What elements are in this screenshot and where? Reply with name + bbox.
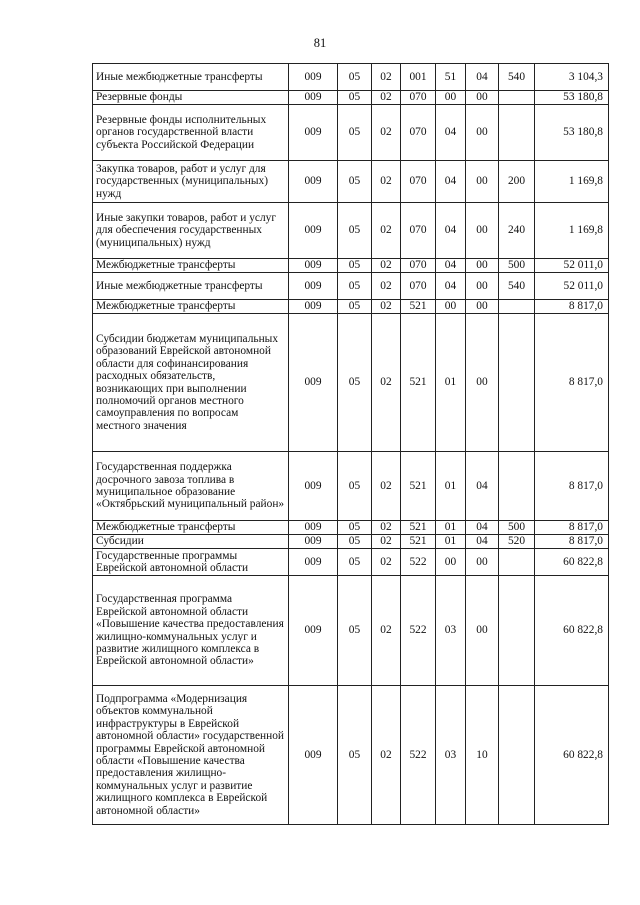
target-article-code-3: 00 (466, 259, 499, 273)
ministry-code: 009 (289, 105, 338, 161)
target-article-code-1: 070 (401, 259, 436, 273)
subsection-code: 02 (372, 549, 401, 576)
row-name: Субсидии (93, 535, 289, 549)
section-code: 05 (338, 576, 372, 686)
row-name: Государственная поддержка досрочного завоза топлива в муниципальное образование «Октябрьский муниципальный район» (93, 452, 289, 521)
table-row (93, 259, 609, 273)
target-article-code-3: 00 (466, 314, 499, 452)
row-name: Резервные фонды исполнительных органов государственной власти субъекта Российской Федерации (93, 105, 289, 161)
row-name: Межбюджетные трансферты (93, 521, 289, 535)
target-article-code-1: 070 (401, 203, 436, 259)
target-article-code-1: 521 (401, 521, 436, 535)
row-name: Государственная программа Еврейской автономной области «Повышение качества предоставления жилищно-коммунальных услуг и развитие жилищного комплекса в Еврейской автономной области» (93, 576, 289, 686)
expense-type-code: 500 (499, 521, 535, 535)
target-article-code-3: 00 (466, 203, 499, 259)
table-row (93, 576, 609, 686)
row-amount: 8 817,0 (535, 521, 609, 535)
target-article-code-3: 00 (466, 576, 499, 686)
row-amount: 53 180,8 (535, 91, 609, 105)
target-article-code-2: 04 (436, 203, 466, 259)
target-article-code-2: 01 (436, 521, 466, 535)
target-article-code-2: 03 (436, 686, 466, 825)
table-row (93, 91, 609, 105)
ministry-code: 009 (289, 161, 338, 203)
section-code: 05 (338, 273, 372, 300)
target-article-code-1: 070 (401, 105, 436, 161)
target-article-code-3: 10 (466, 686, 499, 825)
budget-table (92, 63, 609, 825)
row-name: Резервные фонды (93, 91, 289, 105)
target-article-code-2: 04 (436, 161, 466, 203)
target-article-code-2: 00 (436, 91, 466, 105)
target-article-code-1: 521 (401, 314, 436, 452)
table-row (93, 105, 609, 161)
target-article-code-1: 521 (401, 300, 436, 314)
table-row (93, 300, 609, 314)
row-amount: 8 817,0 (535, 314, 609, 452)
expense-type-code (499, 300, 535, 314)
ministry-code: 009 (289, 203, 338, 259)
target-article-code-2: 04 (436, 273, 466, 300)
row-amount: 8 817,0 (535, 300, 609, 314)
subsection-code: 02 (372, 259, 401, 273)
table-row (93, 64, 609, 91)
subsection-code: 02 (372, 452, 401, 521)
row-amount: 3 104,3 (535, 64, 609, 91)
subsection-code: 02 (372, 161, 401, 203)
target-article-code-3: 00 (466, 300, 499, 314)
target-article-code-3: 04 (466, 535, 499, 549)
target-article-code-1: 522 (401, 549, 436, 576)
expense-type-code: 500 (499, 259, 535, 273)
ministry-code: 009 (289, 686, 338, 825)
section-code: 05 (338, 91, 372, 105)
target-article-code-3: 04 (466, 452, 499, 521)
target-article-code-1: 070 (401, 273, 436, 300)
expense-type-code (499, 686, 535, 825)
table-row (93, 314, 609, 452)
target-article-code-2: 00 (436, 549, 466, 576)
row-amount: 52 011,0 (535, 273, 609, 300)
table-row (93, 452, 609, 521)
row-name: Подпрограмма «Модернизация объектов коммунальной инфраструктуры в Еврейской автономной области» государственной программы Еврейской автономной области «Повышение качества предоставления жилищно-коммунальных услуг и развитие жилищного комплекса в Еврейской автономной области» (93, 686, 289, 825)
expense-type-code: 240 (499, 203, 535, 259)
row-name: Межбюджетные трансферты (93, 259, 289, 273)
subsection-code: 02 (372, 521, 401, 535)
target-article-code-3: 00 (466, 273, 499, 300)
table-row (93, 161, 609, 203)
row-name: Межбюджетные трансферты (93, 300, 289, 314)
target-article-code-1: 070 (401, 91, 436, 105)
target-article-code-2: 00 (436, 300, 466, 314)
ministry-code: 009 (289, 535, 338, 549)
row-name: Иные закупки товаров, работ и услуг для обеспечения государственных (муниципальных) нужд (93, 203, 289, 259)
target-article-code-2: 04 (436, 259, 466, 273)
target-article-code-3: 00 (466, 549, 499, 576)
target-article-code-1: 522 (401, 686, 436, 825)
section-code: 05 (338, 686, 372, 825)
target-article-code-1: 521 (401, 535, 436, 549)
row-amount: 1 169,8 (535, 203, 609, 259)
subsection-code: 02 (372, 314, 401, 452)
row-amount: 60 822,8 (535, 576, 609, 686)
section-code: 05 (338, 64, 372, 91)
section-code: 05 (338, 161, 372, 203)
target-article-code-1: 001 (401, 64, 436, 91)
subsection-code: 02 (372, 203, 401, 259)
ministry-code: 009 (289, 300, 338, 314)
subsection-code: 02 (372, 300, 401, 314)
ministry-code: 009 (289, 91, 338, 105)
ministry-code: 009 (289, 314, 338, 452)
section-code: 05 (338, 314, 372, 452)
row-amount: 60 822,8 (535, 549, 609, 576)
section-code: 05 (338, 452, 372, 521)
target-article-code-2: 01 (436, 314, 466, 452)
section-code: 05 (338, 521, 372, 535)
target-article-code-2: 03 (436, 576, 466, 686)
ministry-code: 009 (289, 64, 338, 91)
row-amount: 8 817,0 (535, 535, 609, 549)
ministry-code: 009 (289, 259, 338, 273)
expense-type-code (499, 105, 535, 161)
subsection-code: 02 (372, 64, 401, 91)
expense-type-code: 520 (499, 535, 535, 549)
subsection-code: 02 (372, 105, 401, 161)
expense-type-code (499, 91, 535, 105)
row-name: Государственные программы Еврейской автономной области (93, 549, 289, 576)
expense-type-code (499, 452, 535, 521)
expense-type-code (499, 549, 535, 576)
section-code: 05 (338, 300, 372, 314)
target-article-code-1: 070 (401, 161, 436, 203)
subsection-code: 02 (372, 273, 401, 300)
row-amount: 60 822,8 (535, 686, 609, 825)
row-name: Иные межбюджетные трансферты (93, 64, 289, 91)
expense-type-code: 540 (499, 64, 535, 91)
target-article-code-2: 01 (436, 452, 466, 521)
target-article-code-2: 51 (436, 64, 466, 91)
expense-type-code (499, 576, 535, 686)
ministry-code: 009 (289, 452, 338, 521)
target-article-code-2: 04 (436, 105, 466, 161)
ministry-code: 009 (289, 521, 338, 535)
subsection-code: 02 (372, 686, 401, 825)
row-name: Иные межбюджетные трансферты (93, 273, 289, 300)
expense-type-code: 540 (499, 273, 535, 300)
target-article-code-2: 01 (436, 535, 466, 549)
expense-type-code (499, 314, 535, 452)
row-name: Закупка товаров, работ и услуг для государственных (муниципальных) нужд (93, 161, 289, 203)
table-row (93, 521, 609, 535)
ministry-code: 009 (289, 273, 338, 300)
target-article-code-3: 04 (466, 521, 499, 535)
row-name: Субсидии бюджетам муниципальных образований Еврейской автономной области для софинансирования расходных обязательств, возникающих при выполнении полномочий органов местного самоуправления по вопросам местного значения (93, 314, 289, 452)
target-article-code-3: 00 (466, 105, 499, 161)
table-body (93, 64, 609, 825)
target-article-code-1: 522 (401, 576, 436, 686)
section-code: 05 (338, 203, 372, 259)
row-amount: 8 817,0 (535, 452, 609, 521)
row-amount: 52 011,0 (535, 259, 609, 273)
subsection-code: 02 (372, 576, 401, 686)
target-article-code-3: 04 (466, 64, 499, 91)
section-code: 05 (338, 549, 372, 576)
section-code: 05 (338, 259, 372, 273)
ministry-code: 009 (289, 549, 338, 576)
section-code: 05 (338, 105, 372, 161)
table-row (93, 686, 609, 825)
table-row (93, 273, 609, 300)
subsection-code: 02 (372, 91, 401, 105)
table-row (93, 203, 609, 259)
row-amount: 53 180,8 (535, 105, 609, 161)
page-number: 81 (313, 36, 327, 50)
target-article-code-3: 00 (466, 161, 499, 203)
ministry-code: 009 (289, 576, 338, 686)
target-article-code-1: 521 (401, 452, 436, 521)
target-article-code-3: 00 (466, 91, 499, 105)
table-row (93, 549, 609, 576)
section-code: 05 (338, 535, 372, 549)
row-amount: 1 169,8 (535, 161, 609, 203)
expense-type-code: 200 (499, 161, 535, 203)
table-row (93, 535, 609, 549)
subsection-code: 02 (372, 535, 401, 549)
